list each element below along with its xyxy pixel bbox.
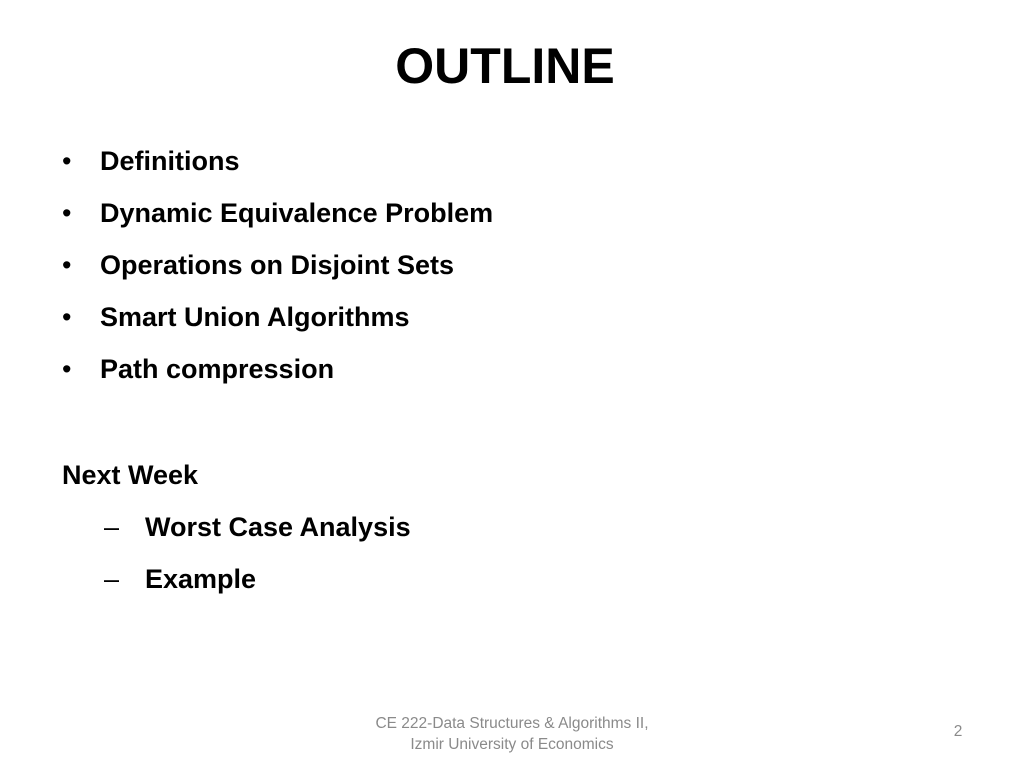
bullet-marker: • bbox=[62, 354, 72, 384]
bullet-marker: • bbox=[62, 250, 72, 280]
sub-item-text: Worst Case Analysis bbox=[145, 512, 411, 542]
dash-marker: – bbox=[104, 564, 120, 594]
page-number: 2 bbox=[953, 723, 963, 740]
slide-footer bbox=[312, 713, 712, 755]
bullet-text: Smart Union Algorithms bbox=[100, 302, 410, 332]
bullet-text: Path compression bbox=[100, 354, 335, 384]
bullet-marker: • bbox=[62, 302, 72, 332]
sub-item-text: Example bbox=[145, 564, 257, 594]
next-week-heading: Next Week bbox=[62, 460, 199, 490]
bullet-marker: • bbox=[62, 146, 72, 176]
slide-title: OUTLINE bbox=[395, 38, 615, 94]
bullet-text: Operations on Disjoint Sets bbox=[100, 250, 455, 280]
bullet-text: Definitions bbox=[100, 146, 240, 176]
footer-university-line: Izmir University of Economics bbox=[410, 736, 614, 753]
dash-marker: – bbox=[104, 512, 120, 542]
footer-course-line: CE 222-Data Structures & Algorithms II, bbox=[375, 715, 649, 732]
bullet-marker: • bbox=[62, 198, 72, 228]
bullet-text: Dynamic Equivalence Problem bbox=[100, 198, 494, 228]
